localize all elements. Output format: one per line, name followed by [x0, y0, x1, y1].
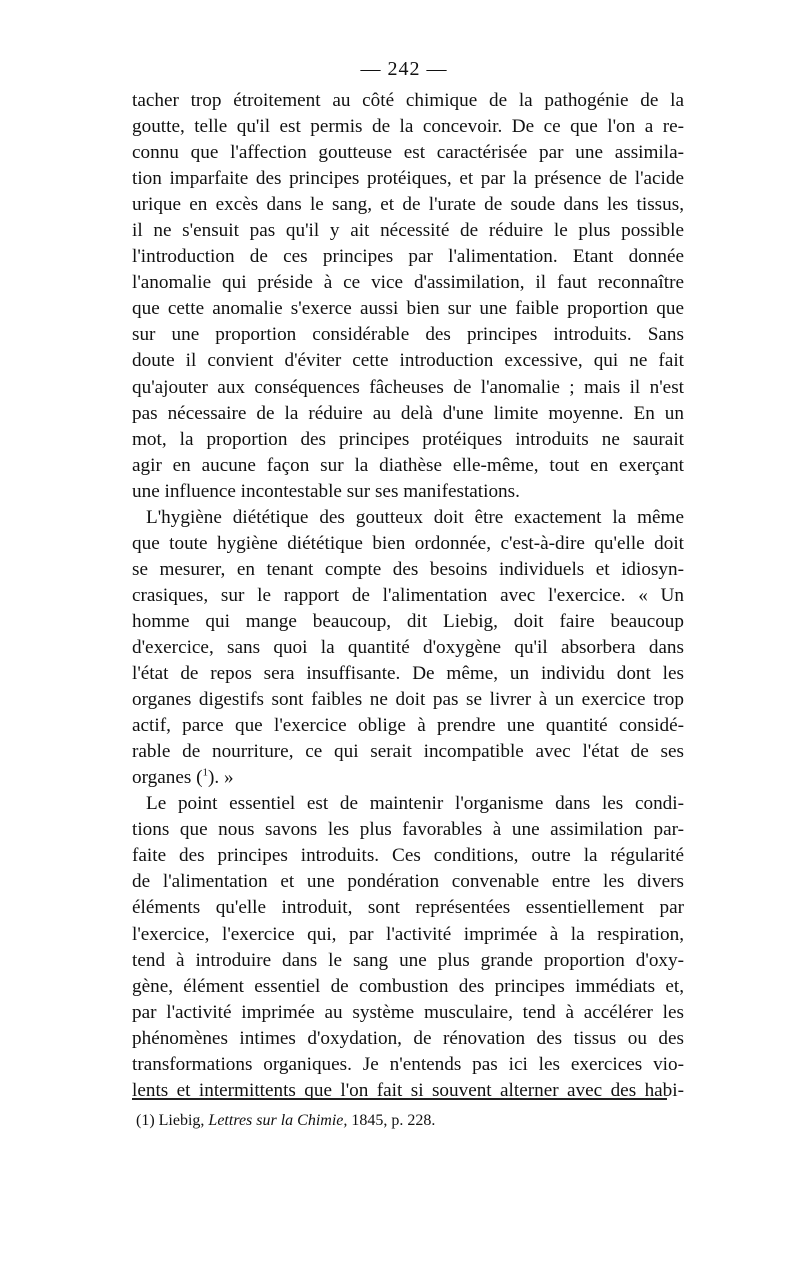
- body-text: [132, 88, 684, 1104]
- text-line: que cette anomalie s'exerce aussi bien sur une faible proportion que: [132, 298, 684, 320]
- text-line: d'exercice, sans quoi la quantité d'oxygène qu'il absorbera dans: [132, 636, 684, 658]
- footnote-reference: 1: [202, 766, 209, 779]
- text-line: une influence incontestable sur ses manifestations.: [132, 480, 520, 502]
- text-line: L'hygiène diététique des goutteux doit être exactement la même: [146, 506, 684, 528]
- text-line: l'introduction de ces principes par l'alimentation. Etant donnée: [132, 246, 684, 268]
- footnote-details: 1845, p. 228.: [351, 1112, 436, 1129]
- text-line: pas nécessaire de la réduire au delà d'une limite moyenne. En un: [132, 402, 684, 424]
- footnote-author: Liebig,: [158, 1112, 205, 1129]
- text-line: tion imparfaite des principes protéiques, et par la présence de l'acide: [132, 168, 684, 190]
- footnote: [136, 1110, 435, 1132]
- text-line: agir en aucune façon sur la diathèse elle-même, tout en exerçant: [132, 454, 684, 476]
- text-line: que toute hygiène diététique bien ordonnée, c'est-à-dire qu'elle doit: [132, 532, 684, 554]
- text-line: faite des principes introduits. Ces conditions, outre la régularité: [132, 845, 684, 867]
- text-line: mot, la proportion des principes protéiques introduits ne saurait: [132, 428, 684, 450]
- text-line: goutte, telle qu'il est permis de la concevoir. De ce que l'on a re-: [132, 116, 684, 138]
- text-line: doute il convient d'éviter cette introduction excessive, qui ne fait: [132, 350, 684, 372]
- text-line: qu'ajouter aux conséquences fâcheuses de l'anomalie ; mais il n'est: [132, 376, 684, 398]
- text-line: éléments qu'elle introduit, sont représentées essentiellement par: [132, 897, 684, 919]
- text-line: se mesurer, en tenant compte des besoins individuels et idiosyn-: [132, 558, 684, 580]
- paragraph-3: [132, 791, 684, 1104]
- footnote-divider: [132, 1098, 667, 1100]
- text-line: organes digestifs sont faibles ne doit pas se livrer à un exercice trop: [132, 689, 684, 711]
- text-line: par l'activité imprimée au système musculaire, tend à accélérer les: [132, 1001, 684, 1023]
- paragraph-1: [132, 88, 684, 505]
- text-line: phénomènes intimes d'oxydation, de rénovation des tissus ou des: [132, 1027, 684, 1049]
- page-number: — 242 —: [360, 58, 448, 80]
- text-line: Le point essentiel est de maintenir l'organisme dans les condi-: [146, 793, 684, 815]
- text-line: il ne s'ensuit pas qu'il y ait nécessité de réduire le plus possible: [132, 220, 684, 242]
- text-line: urique en excès dans le sang, et de l'urate de soude dans les tissus,: [132, 194, 684, 216]
- text-fragment: ). »: [208, 767, 234, 789]
- text-line: tacher trop étroitement au côté chimique de la pathogénie de la: [132, 90, 684, 111]
- text-line: l'exercice, l'exercice qui, par l'activité imprimée à la respiration,: [132, 923, 684, 945]
- text-line: actif, parce que l'exercice oblige à prendre une quantité considé-: [132, 715, 684, 737]
- text-line: de l'alimentation et une pondération convenable entre les divers: [132, 871, 684, 893]
- text-line: crasiques, sur le rapport de l'alimentation avec l'exercice. « Un: [132, 584, 684, 606]
- text-line: l'état de repos sera insuffisante. De même, un individu dont les: [132, 663, 684, 685]
- text-line: rable de nourriture, ce qui serait incompatible avec l'état de ses: [132, 741, 684, 763]
- footnote-title: Lettres sur la Chimie,: [208, 1112, 348, 1129]
- text-line: tend à introduire dans le sang une plus grande proportion d'oxy-: [132, 949, 684, 971]
- text-line: [132, 765, 684, 791]
- footnote-marker: (1): [136, 1112, 155, 1129]
- text-line: transformations organiques. Je n'entends pas ici les exercices vio-: [132, 1053, 684, 1075]
- text-fragment: organes (: [132, 767, 203, 789]
- paragraph-2: [132, 505, 684, 792]
- text-line: homme qui mange beaucoup, dit Liebig, doit faire beaucoup: [132, 610, 684, 632]
- text-line: lents et intermittents que l'on fait si souvent alterner avec des habi-: [132, 1079, 684, 1101]
- text-line: gène, élément essentiel de combustion des principes immédiats et,: [132, 975, 684, 997]
- text-line: connu que l'affection goutteuse est caractérisée par une assimila-: [132, 142, 684, 164]
- text-line: l'anomalie qui préside à ce vice d'assimilation, il faut reconnaître: [132, 272, 684, 294]
- text-line: tions que nous savons les plus favorables à une assimilation par-: [132, 819, 684, 841]
- text-line: sur une proportion considérable des principes introduits. Sans: [132, 324, 684, 346]
